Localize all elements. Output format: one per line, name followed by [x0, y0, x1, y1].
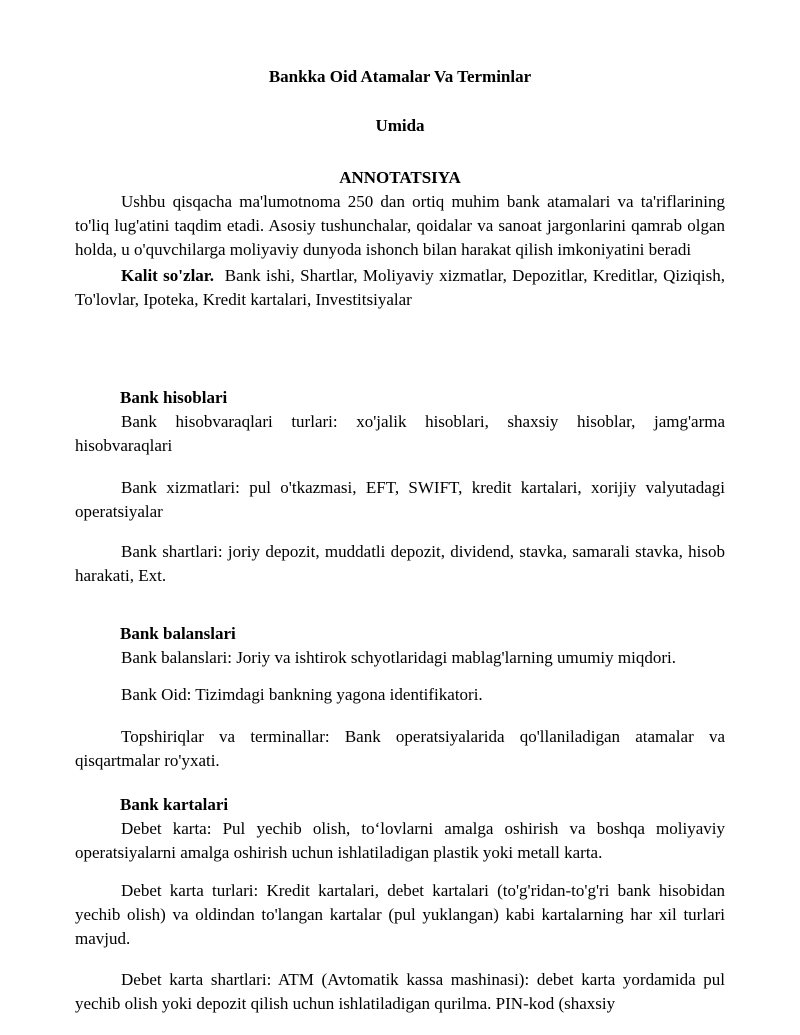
- section-paragraph: Bank Oid: Tizimdagi bankning yagona identifikatori.: [121, 685, 483, 704]
- section-heading: Bank hisoblari: [120, 388, 228, 407]
- section-paragraph: Topshiriqlar va terminallar: Bank operatsiyalarida qo'llaniladigan atamalar va qisqartmalar ro'yxati.: [75, 727, 725, 770]
- keywords-paragraph: [75, 264, 725, 312]
- section-paragraph: Debet karta: Pul yechib olish, to‘lovlarni amalga oshirish va boshqa moliyaviy operatsiyalarni amalga oshirish uchun ishlatiladigan plastik yoki metall karta.: [75, 819, 725, 862]
- section-bank-hisoblari: [75, 386, 725, 458]
- section-paragraph: Debet karta turlari: Kredit kartalari, debet kartalari (to'g'ridan-to'g'ri bank hisobidan yechib olish) va oldindan to'langan kartalar (pul yuklangan) kabi kartalarning har xil turlari mavjud.: [75, 881, 725, 948]
- document-title: Bankka Oid Atamalar Va Terminlar: [268, 67, 532, 86]
- section-paragraph: Bank hisobvaraqlari turlari: xo'jalik hisoblari, shaxsiy hisoblar, jamg'arma hisobvaraqlari: [75, 412, 725, 455]
- section-paragraph-block: [75, 725, 725, 773]
- section-paragraph: Bank shartlari: joriy depozit, muddatli depozit, dividend, stavka, samarali stavka, hisob harakati, Ext.: [75, 542, 725, 585]
- annotation-paragraph: Ushbu qisqacha ma'lumotnoma 250 dan ortiq muhim bank atamalari va ta'riflarining to'liq lug'atini taqdim etadi. Asosiy tushunchalar, qoidalar va sanoat jargonlarini qamrab olgan holda, u o'quvchilarga moliyaviy dunyoda ishonch bilan harakat qilish imkoniyatini beradi: [75, 192, 725, 259]
- section-paragraph-block: [75, 968, 725, 1016]
- section-heading: Bank balanslari: [120, 624, 236, 643]
- section-bank-kartalari: [75, 793, 725, 865]
- keywords-label: Kalit so'zlar.: [121, 266, 215, 285]
- section-paragraph-block: [75, 683, 725, 707]
- keywords-text: Bank ishi, Shartlar, Moliyaviy xizmatlar, Depozitlar, Kreditlar, Qiziqish, To'lovlar, Ipoteka, Kredit kartalari, Investitsiyalar: [75, 266, 725, 309]
- annotation-heading: ANNOTATSIYA: [339, 168, 461, 187]
- section-paragraph-block: [75, 879, 725, 951]
- section-bank-balanslari: [75, 622, 725, 670]
- section-paragraph-block: [75, 540, 725, 588]
- section-paragraph: Bank balanslari: Joriy va ishtirok schyotlaridagi mablag'larning umumiy miqdori.: [121, 648, 676, 667]
- section-paragraph-block: [75, 476, 725, 524]
- section-heading: Bank kartalari: [120, 795, 229, 814]
- section-paragraph: Debet karta shartlari: ATM (Avtomatik kassa mashinasi): debet karta yordamida pul yechib olish yoki depozit qilish uchun ishlatiladigan qurilma. PIN-kod (shaxsiy: [75, 970, 725, 1013]
- section-paragraph: Bank xizmatlari: pul o'tkazmasi, EFT, SWIFT, kredit kartalari, xorijiy valyutadagi operatsiyalar: [75, 478, 725, 521]
- document-author: Umida: [375, 116, 425, 135]
- annotation-section: [75, 166, 725, 312]
